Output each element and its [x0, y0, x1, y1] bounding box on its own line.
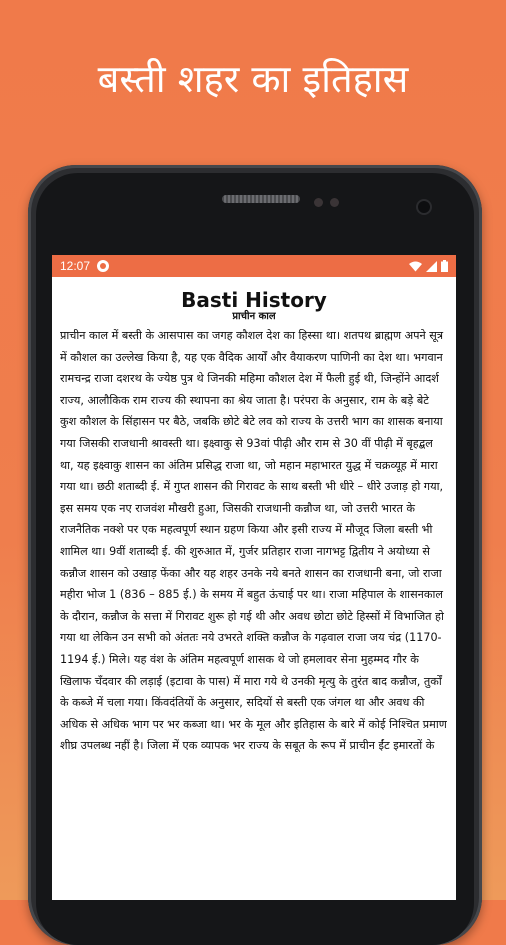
- section-subtitle: प्राचीन काल: [232, 311, 276, 322]
- status-time: 12:07: [60, 259, 91, 273]
- phone-speaker: [222, 195, 300, 203]
- article-body: प्राचीन काल में बस्ती के आसपास का जगह कौशल देश का हिस्सा था। शतपथ ब्राह्मण अपने सूत्र में कौशल का उल्लेख किया है, यह एक वैदिक आर्यों और वैयाकरण पाणिनी का देश था। भगवान रामचन्द्र राजा दशरथ के ज्येष्ठ पुत्र थे जिनकी महिमा कौशल देश में फैली हुई थी, जिन्होंने आदर्श राज्य, आलौकिक राम राज्य की स्थापना का श्रेय जाता है। परंपरा के अनुसार, राम के बड़े बेटे कुश कौशल के सिंहासन पर बैठे, जबकि छोटे बेटे लव को राज्य के उत्तरी भाग का शासक बनाया गया जिसकी राजधानी श्रावस्ती था। इक्ष्वाकु से 93वां पीढ़ी और राम से 30 वीं पीढ़ी में बृहद्बल था, यह इक्ष्वाकु शासन का अंतिम प्रसिद्ध राजा था, जो महान महाभारत युद्ध में चक्रव्यूह में मारा गया था। छठी शताब्दी ई. में गुप्त शासन की गिरावट के साथ बस्ती भी धीरे – धीरे उजाड़ हो गया, इस समय एक नए राजवंश मौखरी हुआ, जिसकी राजधानी कन्नौज था, जो उत्तरी भारत के राजनैतिक नक्शे पर एक महत्वपूर्ण स्थान ग्रहण किया और इसी राज्य में मौजूद जिला बस्ती भी शामिल था। 9वीं शताब्दी ई. की शुरुआत में, गुर्जर प्रतिहार राजा नागभट्ट द्वितीय ने अयोध्या से कन्नौज शासन को उखाड़ फेंका और यह शहर उनके नये बनते शासन का राजधानी बना, जो राजा महीरा भोज 1 (836 – 885 ई.) के समय में बहुत ऊंचाई पर था। राजा महिपाल के शासनकाल के दौरान, कन्नौज के सत्ता में गिरावट शुरू हो गई थी और अवध छोटा छोटे हिस्सों में विभाजित हो गया था लेकिन उन सभी को अंततः नये उभरते शक्ति कन्नौज के गढ़वाल राजा जय चंद्र (1170-1194 ई.) मिले। यह वंश के अंतिम महत्वपूर्ण शासक थे जो हमलावर सेना मुहम्मद गौर के खिलाफ चँदवार की लड़ाई (इटावा के पास) में मारा गये थे उनकी मृत्यु के तुरंत बाद कन्नौज, तुर्कों के कब्जे में चला गया। किंवदंतियों के अनुसार, सदियों से बस्ती एक जंगल था और अवध की अधिक से अधिक भाग पर भर कब्जा था। भर के मूल और इतिहास के बारे में कोई निश्चित प्रमाण शीघ्र उपलब्ध नहीं है। जिला में एक व्यापक भर राज्य के सबूत के रूप में प्राचीन ईंट इमारतों के: [60, 329, 447, 753]
- front-camera: [418, 201, 430, 213]
- wifi-icon: [409, 261, 422, 272]
- page-title: Basti History: [181, 288, 327, 312]
- proximity-sensor: [314, 198, 323, 207]
- article-content[interactable]: [52, 277, 456, 757]
- status-icons: [409, 260, 448, 272]
- signal-icon: [426, 261, 437, 272]
- light-sensor: [330, 198, 339, 207]
- status-bar: [52, 255, 456, 277]
- phone-screen[interactable]: [52, 255, 456, 900]
- notification-app-icon: [97, 260, 109, 272]
- battery-icon: [441, 260, 448, 272]
- promo-title: बस्ती शहर का इतिहास: [97, 57, 409, 101]
